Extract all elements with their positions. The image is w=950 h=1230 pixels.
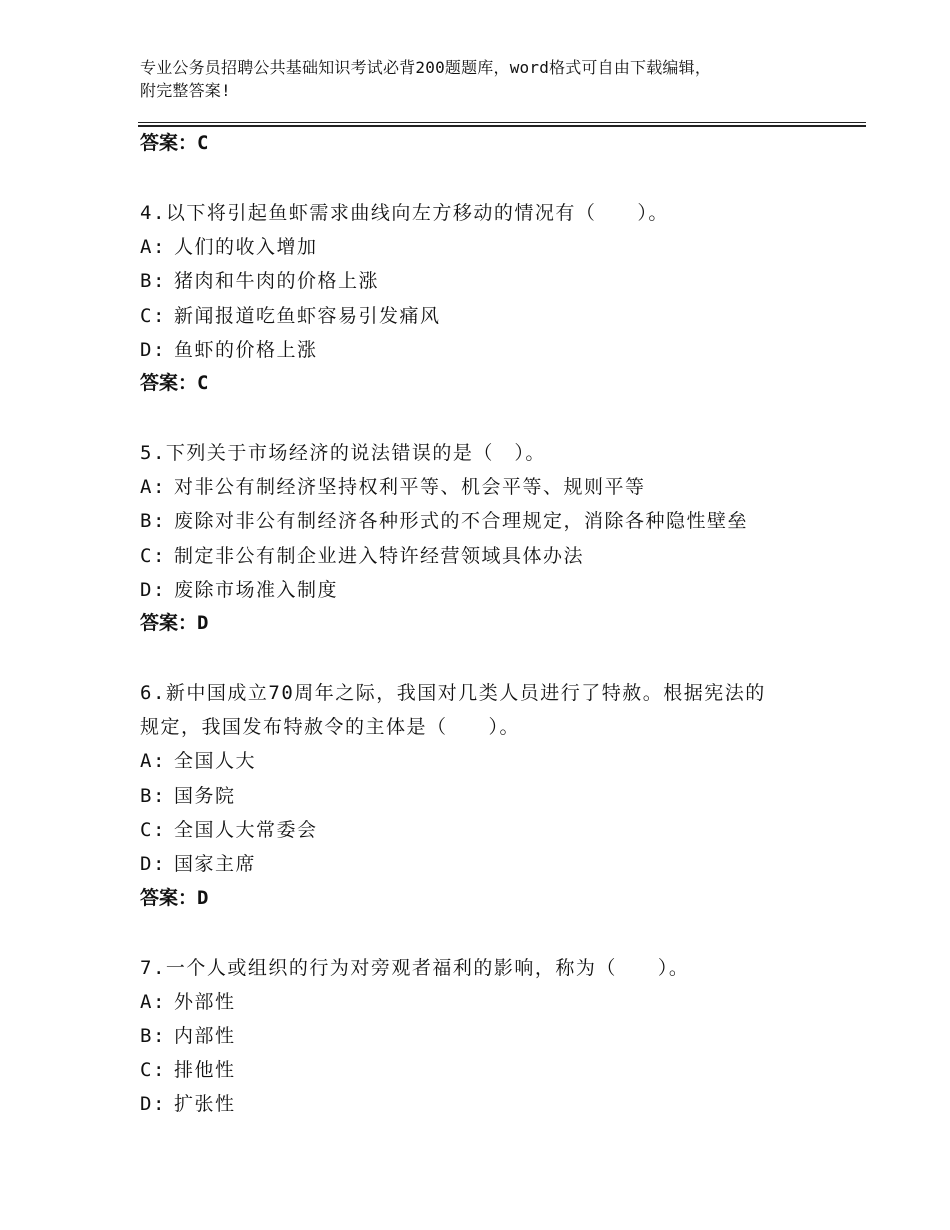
question-text: 5.下列关于市场经济的说法错误的是（ ）。 [140, 442, 546, 465]
question-text: 7.一个人或组织的行为对旁观者福利的影响，称为（ ）。 [140, 956, 690, 979]
option-letter: C: [140, 818, 166, 841]
answer-option [140, 470, 840, 504]
option-letter: B: [140, 510, 166, 533]
option-letter: D: [140, 853, 166, 876]
answer-key: 答案：D [140, 886, 209, 909]
header-title-line-2: 附完整答案! [140, 81, 231, 100]
option-letter: D: [140, 338, 166, 361]
option-text: 外部性 [174, 990, 236, 1013]
answer-option [140, 573, 840, 607]
option-text: 制定非公有制企业进入特许经营领域具体办法 [174, 544, 585, 567]
answer-option [140, 333, 840, 367]
option-letter: B: [140, 784, 166, 807]
option-text: 全国人大常委会 [174, 818, 318, 841]
answer-option [140, 230, 840, 264]
option-letter: D: [140, 1093, 166, 1116]
question-block [140, 196, 840, 398]
question-text: 规定，我国发布特赦令的主体是（ ）。 [140, 716, 521, 739]
question-text: 4.以下将引起鱼虾需求曲线向左方移动的情况有（ ）。 [140, 202, 669, 224]
option-text: 鱼虾的价格上涨 [174, 338, 318, 361]
answer-option [140, 1019, 840, 1053]
answer-option [140, 504, 840, 538]
option-text: 废除市场准入制度 [174, 579, 339, 602]
option-text: 国务院 [174, 784, 236, 807]
option-text: 扩张性 [174, 1093, 236, 1116]
option-letter: A: [140, 236, 166, 258]
header-divider-thin [138, 122, 866, 123]
answer-option [140, 539, 840, 573]
option-letter: C: [140, 544, 166, 567]
question-list [140, 128, 840, 1122]
option-letter: A: [140, 476, 166, 499]
answer-option [140, 264, 840, 298]
option-letter: B: [140, 270, 166, 293]
option-text: 对非公有制经济坚持权利平等、机会平等、规则平等 [174, 476, 646, 499]
question-block [140, 676, 840, 912]
option-letter: D: [140, 579, 166, 602]
answer-option [140, 847, 840, 881]
question-block [140, 436, 840, 638]
option-text: 国家主席 [174, 853, 257, 876]
question-text: 6.新中国成立70周年之际，我国对几类人员进行了特赦。根据宪法的 [140, 682, 766, 705]
option-letter: B: [140, 1024, 166, 1047]
answer-key: 答案：C [140, 372, 209, 395]
option-text: 人们的收入增加 [174, 236, 318, 258]
answer-option [140, 813, 840, 847]
question-block [140, 951, 840, 1122]
option-letter: A: [140, 750, 166, 773]
header-title-line-1: 专业公务员招聘公共基础知识考试必背200题题库，word格式可自由下载编辑， [140, 58, 712, 77]
option-letter: C: [140, 1059, 166, 1082]
answer-option [140, 1087, 840, 1121]
option-letter: C: [140, 304, 166, 327]
answer-option [140, 299, 840, 333]
answer-option [140, 779, 840, 813]
document-header [140, 56, 830, 102]
option-text: 废除对非公有制经济各种形式的不合理规定，消除各种隐性壁垒 [174, 510, 749, 533]
option-text: 新闻报道吃鱼虾容易引发痛风 [174, 304, 441, 327]
previous-answer: 答案：C [140, 132, 209, 154]
option-text: 内部性 [174, 1024, 236, 1047]
option-text: 猪肉和牛肉的价格上涨 [174, 270, 380, 293]
answer-key: 答案：D [140, 612, 209, 635]
answer-option [140, 1053, 840, 1087]
header-divider-thick [138, 125, 866, 127]
option-text: 全国人大 [174, 750, 257, 773]
option-text: 排他性 [174, 1059, 236, 1082]
option-letter: A: [140, 990, 166, 1013]
answer-option [140, 744, 840, 778]
answer-option [140, 985, 840, 1019]
